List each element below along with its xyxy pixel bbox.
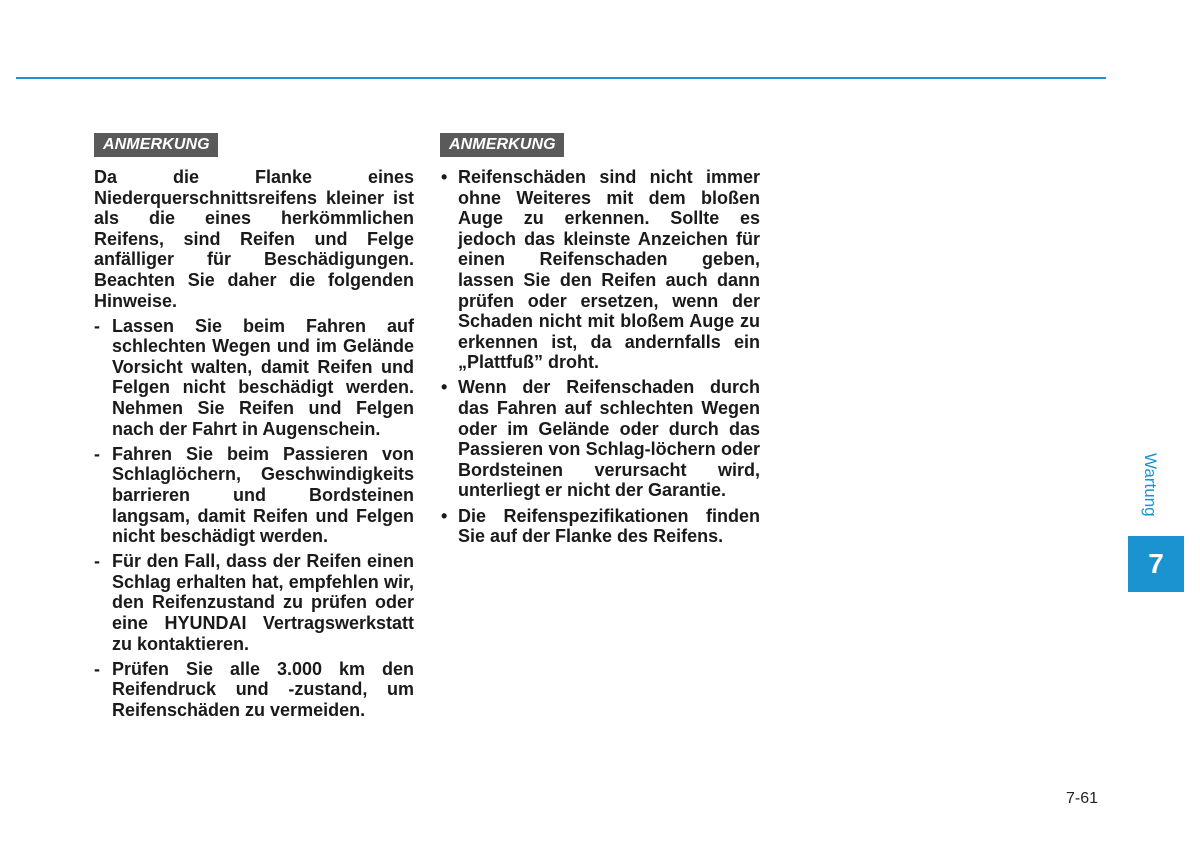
bullet-marker: • <box>441 505 448 526</box>
list-item-text: Die Reifenspezifikationen finden Sie auf der Flanke des Reifens. <box>458 505 760 547</box>
list-item-text: Lassen Sie beim Fahren auf schlechten Wegen und im Gelände Vorsicht walten, damit Reifen und Felgen nicht beschädigt werden. Nehmen Sie Reifen und Felgen nach der Fahrt in Augenschein. <box>112 315 414 439</box>
note-label: ANMERKUNG <box>94 133 218 157</box>
bullet-marker: • <box>441 167 448 187</box>
chapter-title: Wartung <box>1141 453 1160 517</box>
list-item <box>94 444 414 547</box>
list-item <box>94 551 414 654</box>
list-item <box>440 377 760 501</box>
chapter-number-tab: 7 <box>1128 536 1184 592</box>
list-item-text: Für den Fall, dass der Reifen einen Schlag erhalten hat, empfehlen wir, den Reifenzustand zu prüfen oder eine HYUNDAI Vertragswerkstatt zu kontaktieren. <box>112 551 414 654</box>
list-item <box>440 506 760 547</box>
list-item <box>94 659 414 721</box>
list-item-text: Reifenschäden sind nicht immer ohne Weiteres mit dem bloßen Auge zu erkennen. Sollte es jedoch das kleinste Anzeichen für einen Reifenschaden geben, lassen Sie den Reifen auch dann prüfen oder ersetzen, wenn der Schaden nicht mit bloßem Auge zu erkennen ist, da andernfalls ein „Plattfuß” droht. <box>458 167 760 373</box>
list-item <box>440 167 760 373</box>
note-label: ANMERKUNG <box>440 133 564 157</box>
bullet-marker: • <box>441 377 448 398</box>
list-item-text: Wenn der Reifenschaden durch das Fahren auf schlechten Wegen oder im Gelände oder durch das Passieren von Schlag-löchern oder Bordsteinen verursacht wird, unterliegt er nicht der Garantie. <box>458 377 760 501</box>
page-number: 7-61 <box>1066 790 1099 807</box>
dash-list <box>94 316 414 721</box>
dash-marker: - <box>94 551 100 572</box>
dash-marker: - <box>94 443 100 464</box>
dash-marker: - <box>94 658 100 679</box>
list-item-text: Fahren Sie beim Passieren von Schlaglöchern, Geschwindigkeits barrieren und Bordsteinen langsam, damit Reifen und Felgen nicht beschädigt werden. <box>112 443 414 547</box>
list-item <box>94 316 414 440</box>
right-column <box>440 133 760 551</box>
dash-marker: - <box>94 315 100 336</box>
list-item-text: Prüfen Sie alle 3.000 km den Reifendruck und -zustand, um Reifenschäden zu vermeiden. <box>112 658 414 720</box>
intro-paragraph: Da die Flanke eines Niederquerschnittsreifens kleiner ist als die eines herkömmlichen Reifens, sind Reifen und Felge anfälliger für Beschädigungen. Beachten Sie daher die folgenden Hinweise. <box>94 167 414 311</box>
bullet-list <box>440 167 760 547</box>
header-rule <box>16 77 1106 79</box>
left-column <box>94 133 414 720</box>
